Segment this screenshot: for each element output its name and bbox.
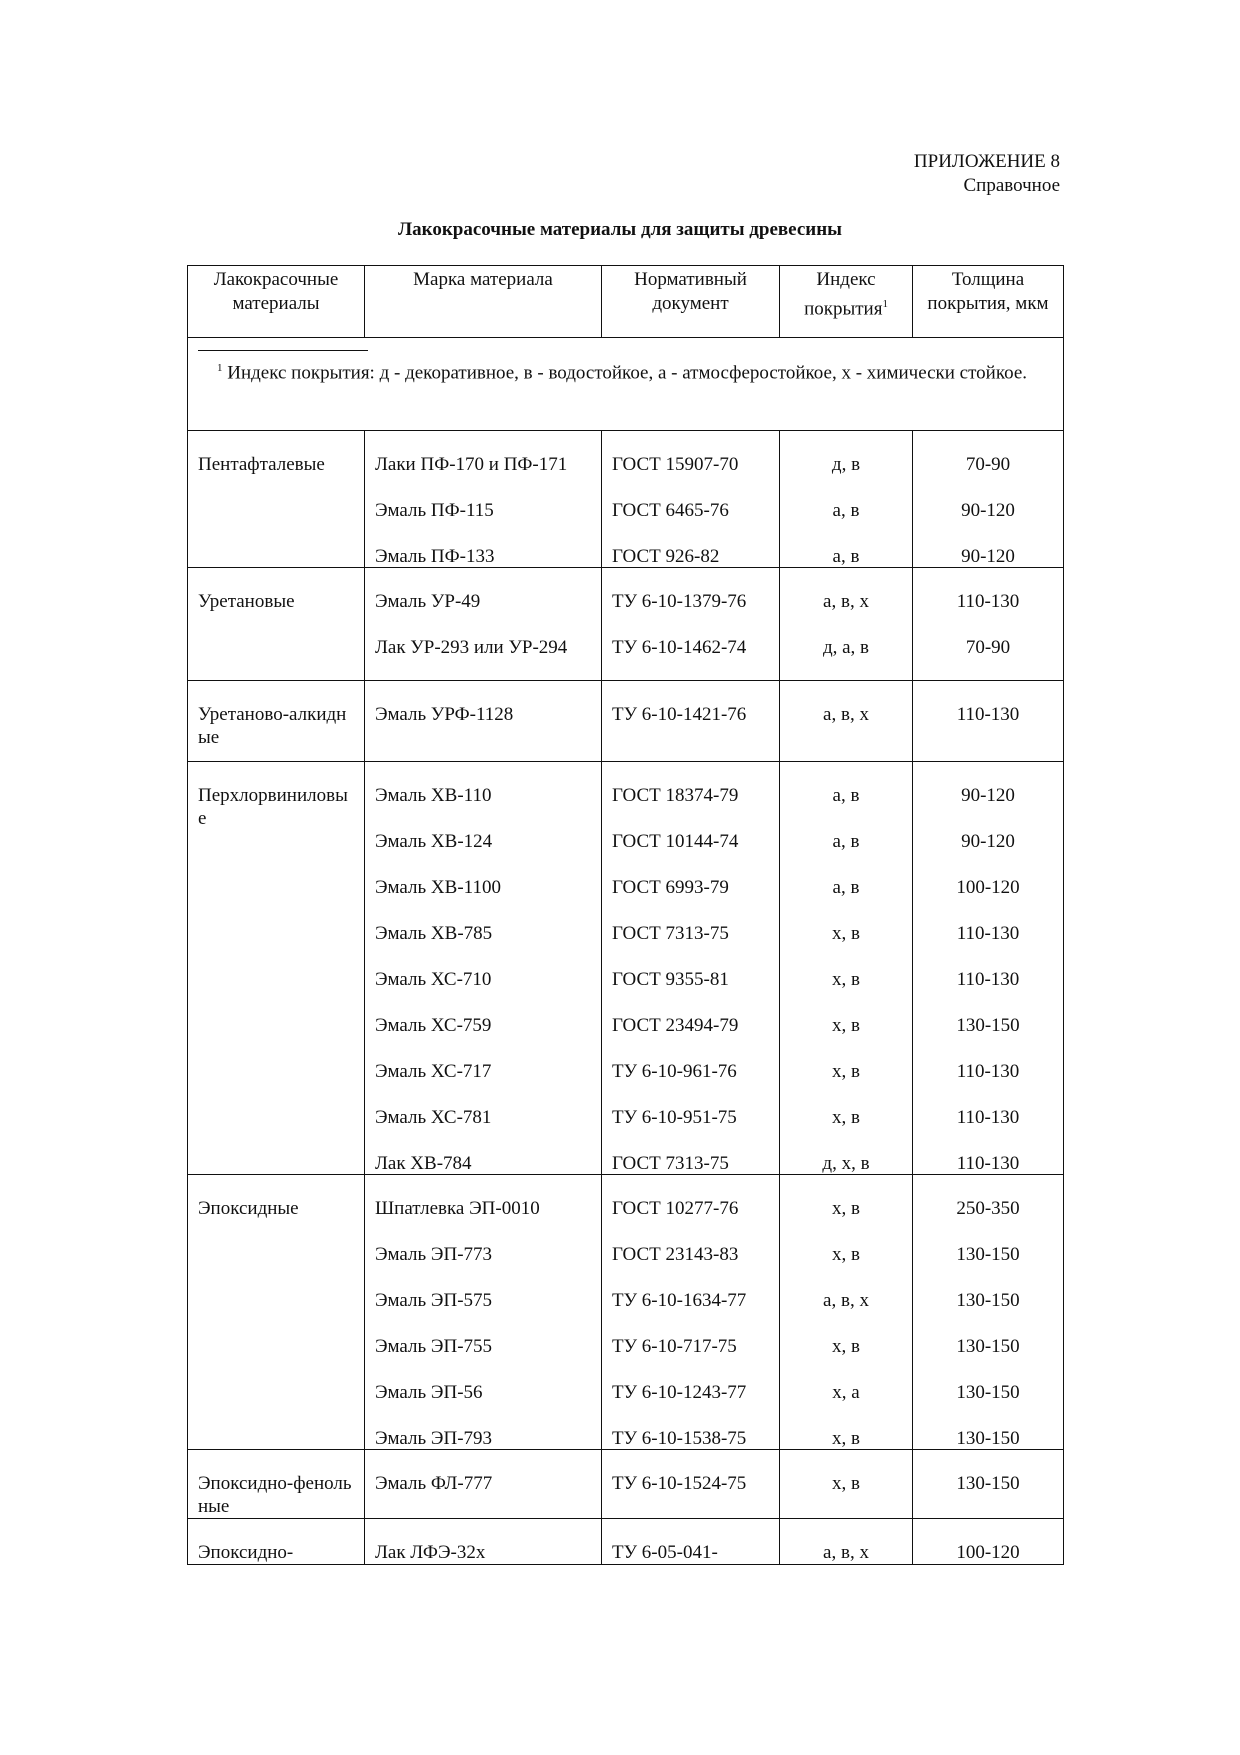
thickness-value: 130-150 [956, 1290, 1020, 1311]
group-name-cell [188, 1519, 365, 1565]
footnote [198, 357, 1053, 384]
doc-value: ТУ 6-10-1379-76 [612, 591, 747, 612]
footnote-cell [188, 338, 1064, 431]
thickness-value: 90-120 [961, 546, 1015, 567]
index-value: д, а, в [822, 637, 870, 658]
thickness-value: 130-150 [956, 1428, 1020, 1449]
thickness-value: 130-150 [956, 1244, 1020, 1265]
index-value: х, в [832, 1473, 860, 1494]
brand-cell [365, 1450, 602, 1519]
doc-value: ГОСТ 23494-79 [612, 1015, 739, 1036]
appendix-number: ПРИЛОЖЕНИЕ 8 [913, 151, 1060, 172]
brand-value: Эмаль ХВ-1100 [375, 877, 501, 898]
brand-value: Эмаль ХВ-124 [375, 831, 493, 852]
brand-value: Эмаль ФЛ-777 [375, 1473, 493, 1494]
materials-table [187, 265, 1064, 1565]
index-cell [780, 568, 913, 681]
brand-value: Лак ЛФЭ-32х [375, 1542, 486, 1563]
thickness-value: 110-130 [956, 1153, 1020, 1174]
group-name: Эпоксидные [198, 1198, 299, 1219]
group-name: Эпоксидно- [198, 1542, 294, 1563]
doc-cell [602, 762, 780, 1175]
thickness-value: 130-150 [956, 1382, 1020, 1403]
group-row [188, 1519, 1064, 1565]
thickness-value: 130-150 [956, 1473, 1020, 1494]
group-name: Эпоксидно-фенольные [198, 1473, 352, 1517]
brand-value: Лак УР-293 или УР-294 [375, 637, 568, 658]
thickness-value: 90-120 [961, 785, 1015, 806]
brand-value: Эмаль УРФ-1128 [375, 704, 514, 725]
index-cell [780, 681, 913, 762]
doc-value: ТУ 6-10-961-76 [612, 1061, 737, 1082]
brand-value: Лак ХВ-784 [375, 1153, 472, 1174]
index-value: х, в [832, 1015, 860, 1036]
doc-value: ГОСТ 23143-83 [612, 1244, 739, 1265]
group-name: Уретановые [198, 591, 295, 612]
footnote-rule [198, 350, 368, 351]
group-name-cell [188, 431, 365, 568]
thickness-value: 110-130 [956, 1061, 1020, 1082]
doc-cell [602, 1175, 780, 1450]
index-value: х, в [832, 923, 860, 944]
header-thickness: Толщина покрытия, мкм [913, 266, 1064, 338]
thickness-value: 250-350 [956, 1198, 1020, 1219]
doc-value: ГОСТ 926-82 [612, 546, 720, 567]
thickness-value: 110-130 [956, 704, 1020, 725]
group-row [188, 1450, 1064, 1519]
doc-value: ГОСТ 10277-76 [612, 1198, 739, 1219]
thickness-cell [913, 1450, 1064, 1519]
document-title: Лакокрасочные материалы для защиты древесины [397, 219, 843, 240]
brand-value: Эмаль ЭП-773 [375, 1244, 493, 1265]
index-value: х, в [832, 1336, 860, 1357]
header-doc: Нормативный документ [602, 266, 780, 338]
brand-cell [365, 568, 602, 681]
group-name-cell [188, 1175, 365, 1450]
thickness-value: 90-120 [961, 831, 1015, 852]
index-value: а, в [832, 785, 860, 806]
header-index-label: Индекс покрытия [804, 269, 883, 320]
group-name: Пентафталевые [198, 454, 325, 475]
brand-value: Эмаль УР-49 [375, 591, 481, 612]
doc-cell [602, 1519, 780, 1565]
brand-value: Лаки ПФ-170 и ПФ-171 [375, 454, 568, 475]
brand-value: Эмаль ЭП-575 [375, 1290, 493, 1311]
brand-value: Эмаль ХС-781 [375, 1107, 492, 1128]
thickness-value: 70-90 [965, 637, 1011, 658]
group-row [188, 1175, 1064, 1450]
doc-value: ГОСТ 10144-74 [612, 831, 739, 852]
thickness-value: 130-150 [956, 1336, 1020, 1357]
index-value: х, в [832, 1244, 860, 1265]
table-header-row [188, 266, 1064, 338]
doc-cell [602, 681, 780, 762]
thickness-value: 110-130 [956, 969, 1020, 990]
index-value: х, в [832, 1061, 860, 1082]
doc-value: ТУ 6-10-951-75 [612, 1107, 737, 1128]
index-value: а, в, х [823, 591, 869, 612]
index-value: х, в [832, 1428, 860, 1449]
group-name-cell [188, 1450, 365, 1519]
brand-value: Эмаль ПФ-115 [375, 500, 494, 521]
doc-value: ТУ 6-10-1524-75 [612, 1473, 747, 1494]
header-index-footnote-mark: 1 [882, 298, 888, 310]
doc-cell [602, 431, 780, 568]
group-name-cell [188, 681, 365, 762]
group-name-cell [188, 568, 365, 681]
doc-cell [602, 1450, 780, 1519]
brand-value: Шпатлевка ЭП-0010 [375, 1198, 540, 1219]
index-value: д, х, в [822, 1153, 870, 1174]
index-cell [780, 431, 913, 568]
thickness-cell [913, 681, 1064, 762]
brand-value: Эмаль ХС-759 [375, 1015, 492, 1036]
brand-value: Эмаль ХВ-785 [375, 923, 493, 944]
index-value: а, в [832, 546, 860, 567]
brand-cell [365, 431, 602, 568]
index-cell [780, 1175, 913, 1450]
doc-value: ГОСТ 7313-75 [612, 1153, 729, 1174]
doc-value: ТУ 6-10-1421-76 [612, 704, 747, 725]
doc-value: ТУ 6-05-041- [612, 1542, 718, 1563]
group-row [188, 762, 1064, 1175]
group-row [188, 568, 1064, 681]
index-value: а, в, х [823, 1290, 869, 1311]
doc-value: ГОСТ 6993-79 [612, 877, 729, 898]
header-material: Лакокрасочные материалы [188, 266, 365, 338]
footnote-mark: 1 [217, 362, 223, 374]
group-name: Уретаново-алкидные [198, 704, 347, 748]
header-index [780, 266, 913, 338]
thickness-cell [913, 1519, 1064, 1565]
brand-value: Эмаль ЭП-755 [375, 1336, 493, 1357]
doc-value: ГОСТ 7313-75 [612, 923, 729, 944]
group-name: Перхлорвиниловые [198, 785, 348, 829]
thickness-value: 70-90 [965, 454, 1011, 475]
index-cell [780, 1450, 913, 1519]
brand-cell [365, 762, 602, 1175]
thickness-value: 90-120 [961, 500, 1015, 521]
index-value: х, в [832, 969, 860, 990]
brand-value: Эмаль ПФ-133 [375, 546, 495, 567]
doc-value: ТУ 6-10-1538-75 [612, 1428, 747, 1449]
thickness-value: 100-120 [956, 1542, 1020, 1563]
brand-value: Эмаль ЭП-56 [375, 1382, 483, 1403]
header-brand: Марка материала [365, 266, 602, 338]
thickness-value: 100-120 [956, 877, 1020, 898]
brand-cell [365, 1175, 602, 1450]
index-cell [780, 1519, 913, 1565]
index-value: а, в, х [823, 704, 869, 725]
group-row [188, 431, 1064, 568]
doc-value: ТУ 6-10-1243-77 [612, 1382, 747, 1403]
footnote-row [188, 338, 1064, 431]
doc-value: ТУ 6-10-1634-77 [612, 1290, 747, 1311]
footnote-text: Индекс покрытия: д - декоративное, в - водостойкое, а - атмосферостойкое, х - химически стойкое. [227, 362, 1028, 384]
group-name-cell [188, 762, 365, 1175]
index-cell [780, 762, 913, 1175]
index-value: а, в, х [823, 1542, 869, 1563]
index-value: а, в [832, 500, 860, 521]
doc-value: ГОСТ 18374-79 [612, 785, 739, 806]
brand-cell [365, 681, 602, 762]
index-value: а, в [832, 877, 860, 898]
doc-cell [602, 568, 780, 681]
index-value: д, в [831, 454, 861, 475]
brand-value: Эмаль ХС-710 [375, 969, 492, 990]
group-row [188, 681, 1064, 762]
index-value: х, в [832, 1198, 860, 1219]
doc-value: ТУ 6-10-717-75 [612, 1336, 737, 1357]
doc-value: ТУ 6-10-1462-74 [612, 637, 747, 658]
brand-cell [365, 1519, 602, 1565]
brand-value: Эмаль ЭП-793 [375, 1428, 493, 1449]
thickness-value: 130-150 [956, 1015, 1020, 1036]
thickness-value: 110-130 [956, 923, 1020, 944]
thickness-cell [913, 431, 1064, 568]
brand-value: Эмаль ХС-717 [375, 1061, 492, 1082]
appendix-reference: Справочное [963, 175, 1060, 196]
brand-value: Эмаль ХВ-110 [375, 785, 492, 806]
doc-value: ГОСТ 15907-70 [612, 454, 739, 475]
index-value: х, в [832, 1107, 860, 1128]
doc-value: ГОСТ 6465-76 [612, 500, 729, 521]
thickness-value: 110-130 [956, 591, 1020, 612]
index-value: а, в [832, 831, 860, 852]
thickness-cell [913, 568, 1064, 681]
thickness-value: 110-130 [956, 1107, 1020, 1128]
doc-value: ГОСТ 9355-81 [612, 969, 729, 990]
thickness-cell [913, 1175, 1064, 1450]
index-value: х, а [832, 1382, 860, 1403]
appendix-header [914, 150, 1060, 198]
thickness-cell [913, 762, 1064, 1175]
